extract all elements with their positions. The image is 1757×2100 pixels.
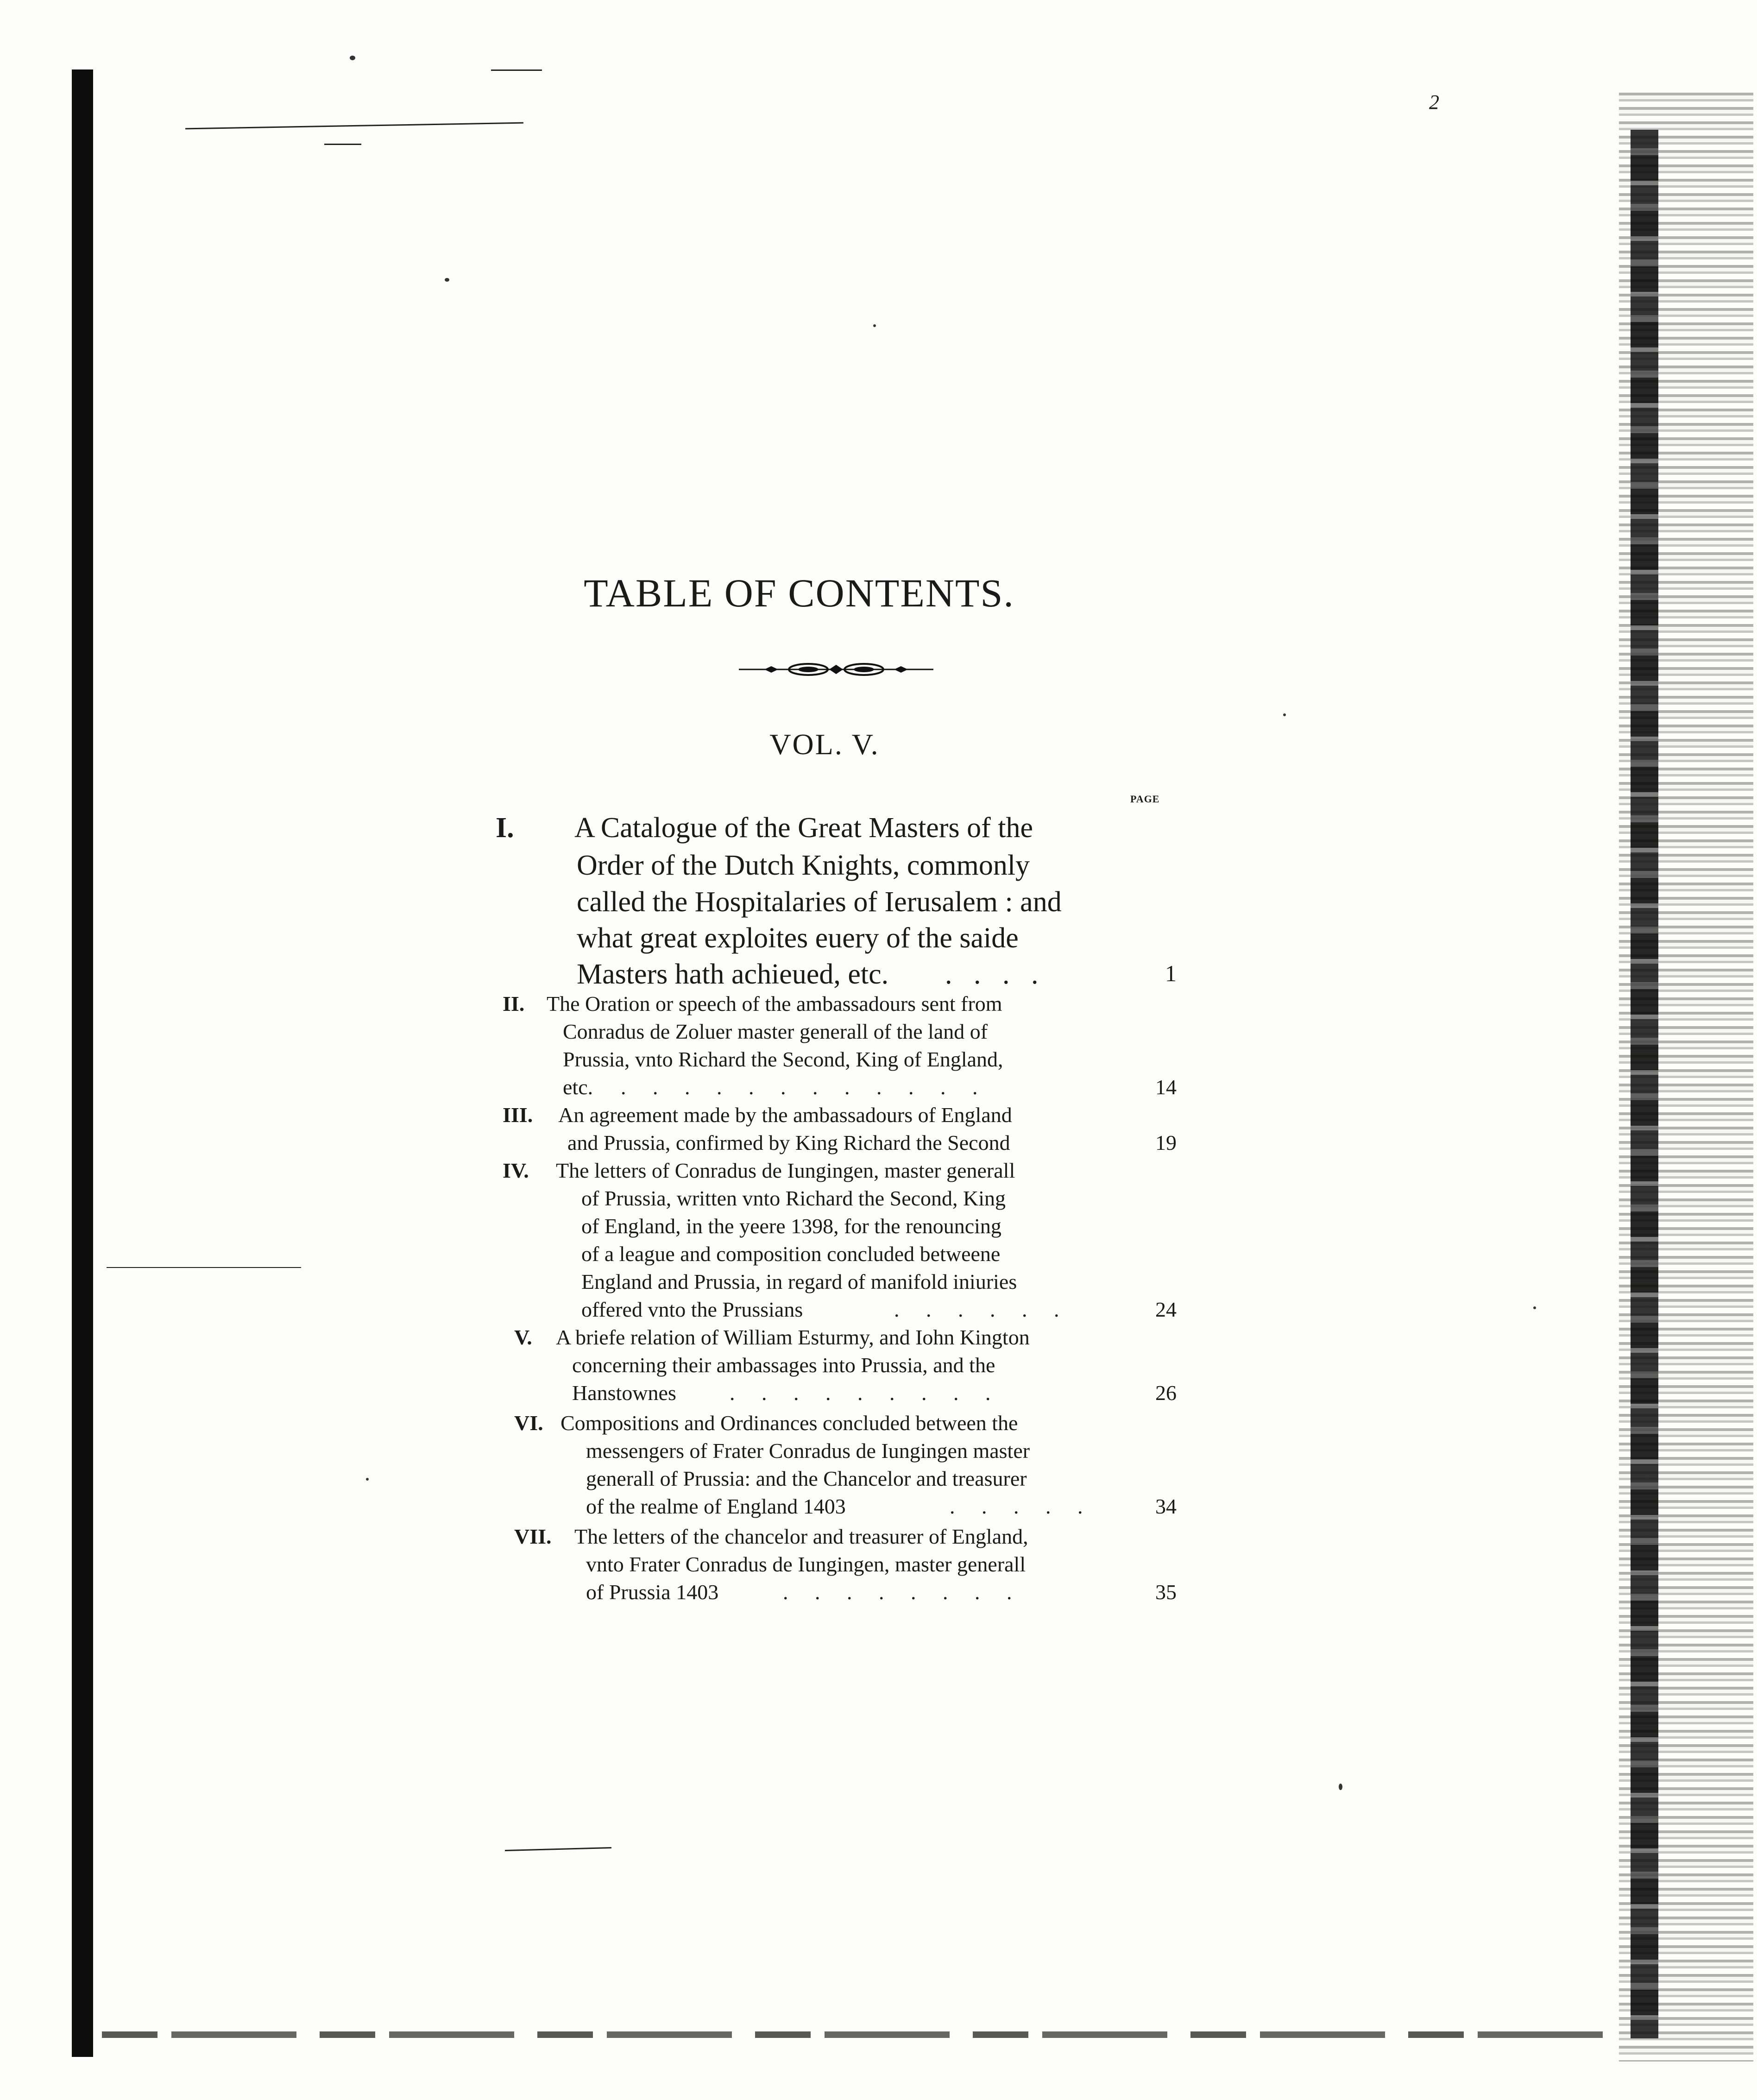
dot-leader: . . . . . . [894,1298,1059,1321]
entry-text-line: A Catalogue of the Great Masters of the [574,812,1033,844]
entry-text-line: Order of the Dutch Knights, commonly [577,850,1030,881]
entry-text-line: Masters hath achieued, etc. [577,959,889,990]
scan-speck [1339,1784,1342,1790]
entry-text-line: England and Prussia, in regard of manifold iniuries [581,1270,1017,1293]
scan-mark [102,2031,1607,2038]
entry-text-line: etc. [563,1075,593,1099]
dot-leader: . . . . [945,959,1039,990]
entry-text-line: concerning their ambassages into Prussia, and the [572,1353,995,1377]
entry-numeral: I. [496,812,514,844]
entry-text-line: An agreement made by the ambassadours of England [558,1103,1012,1127]
entry-numeral: VI. [514,1411,543,1435]
scan-mark [324,144,361,145]
ornament-divider [739,660,933,679]
page-edge-shadow [1631,130,1658,2038]
scan-speck [366,1478,369,1481]
entry-page-number: 1 [1165,960,1177,986]
dot-leader: . . . . . [950,1495,1083,1518]
entry-text-line: The letters of the chancelor and treasurer of England, [574,1525,1028,1548]
entry-text-line: called the Hospitalaries of Ierusalem : and [577,886,1062,918]
scan-mark [107,1267,301,1268]
entry-numeral: III. [503,1103,533,1127]
entry-text-line: Conradus de Zoluer master generall of the land of [563,1020,988,1043]
entry-text-line: offered vnto the Prussians [581,1298,803,1321]
entry-text-line: Hanstownes [572,1381,676,1405]
entry-text-line: The Oration or speech of the ambassadours sent from [547,992,1002,1015]
dot-leader: . . . . . . . . . . . . [621,1075,978,1099]
scan-mark [491,69,542,71]
entry-text-line: of a league and composition concluded betweene [581,1242,1001,1266]
entry-numeral: VII. [514,1525,552,1548]
dot-leader: . . . . . . . . [783,1580,1012,1604]
scan-speck [873,324,876,327]
page-column-header: PAGE [1130,793,1160,805]
page-title: TABLE OF CONTENTS. [584,571,1014,615]
entry-page-number: 19 [1155,1131,1177,1154]
scan-speck [350,56,355,60]
scan-mark [505,1847,611,1851]
scan-speck [1533,1306,1536,1309]
entry-text-line: and Prussia, confirmed by King Richard the Second [567,1131,1010,1154]
scan-mark [185,122,523,130]
binding-shadow [72,69,93,2057]
entry-text-line: Prussia, vnto Richard the Second, King of England, [563,1047,1003,1071]
entry-text-line: messengers of Frater Conradus de Iungingen master [586,1439,1030,1463]
entry-text-line: vnto Frater Conradus de Iungingen, master generall [586,1552,1026,1576]
scan-speck [1283,713,1286,716]
entry-text-line: of Prussia, written vnto Richard the Second, King [581,1186,1006,1210]
entry-numeral: II. [503,992,525,1015]
entry-numeral: IV. [503,1159,529,1182]
folio-mark: 2 [1429,91,1439,114]
entry-numeral: V. [514,1325,532,1349]
entry-text-line: A briefe relation of William Esturmy, and Iohn Kington [556,1325,1030,1349]
entry-page-number: 24 [1155,1298,1177,1321]
entry-text-line: The letters of Conradus de Iungingen, master generall [556,1159,1015,1182]
entry-text-line: of England, in the yeere 1398, for the renouncing [581,1214,1001,1238]
entry-page-number: 26 [1155,1381,1177,1405]
entry-text-line: what great exploites euery of the saide [577,922,1019,954]
entry-page-number: 35 [1155,1580,1177,1604]
entry-text-line: of Prussia 1403 [586,1580,719,1604]
dot-leader: . . . . . . . . . [730,1381,991,1405]
entry-text-line: Compositions and Ordinances concluded between the [560,1411,1018,1435]
entry-page-number: 34 [1155,1495,1177,1518]
entry-text-line: of the realme of England 1403 [586,1495,846,1518]
entry-page-number: 14 [1155,1075,1177,1099]
scan-speck [445,278,449,282]
entry-text-line: generall of Prussia: and the Chancelor and treasurer [586,1467,1027,1490]
volume-heading: VOL. V. [769,728,880,761]
